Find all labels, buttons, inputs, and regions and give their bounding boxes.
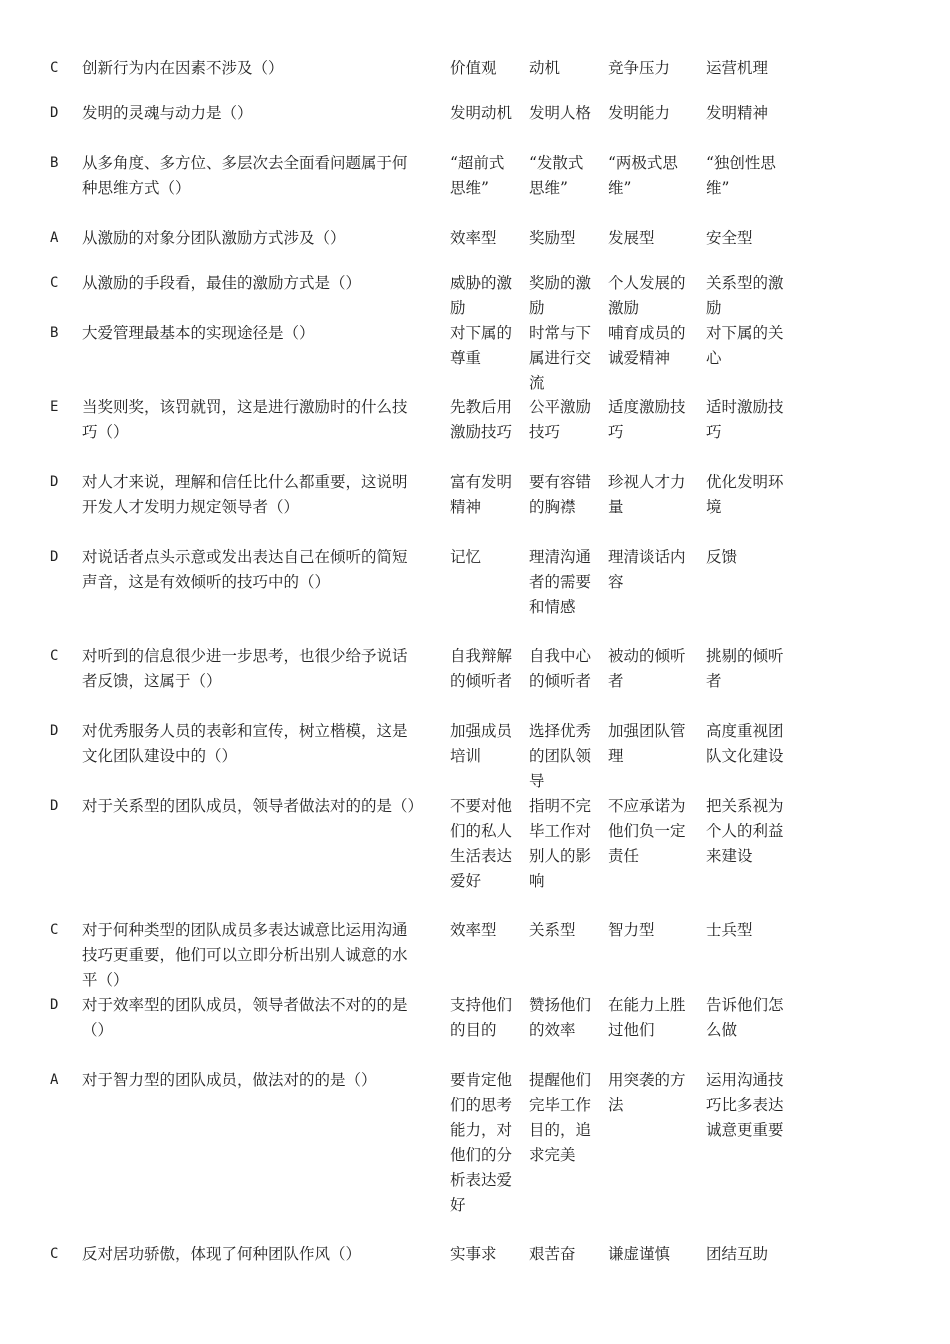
option-3: 智力型: [608, 921, 655, 939]
option-3: 加强团队管理: [608, 722, 686, 765]
option-3: “两极式思维”: [608, 154, 678, 197]
option-2: 赞扬他们的效率: [529, 996, 592, 1039]
option-3: 谦虚谨慎: [608, 1245, 671, 1263]
answer-letter: D: [50, 474, 59, 490]
answer-letter: C: [50, 60, 59, 76]
question-text: 对于效率型的团队成员，领导者做法不对的的是（）: [82, 996, 408, 1039]
question-text: 大爱管理最基本的实现途径是（）: [82, 324, 315, 342]
answer-letter: D: [50, 105, 59, 121]
question-text: 对于何种类型的团队成员多表达诚意比运用沟通技巧更重要，他们可以立即分析出别人诚意的水平（）: [82, 921, 408, 989]
option-2: 奖励的激励: [529, 274, 592, 317]
question-text: 反对居功骄傲，体现了何种团队作风（）: [82, 1245, 362, 1263]
question-text: 对于关系型的团队成员，领导者做法对的的是（）: [82, 797, 424, 815]
option-2: 理清沟通者的需要和情感: [529, 548, 592, 616]
option-3: 被动的倾听者: [608, 647, 686, 690]
answer-letter: A: [50, 1072, 59, 1088]
option-4: 安全型: [706, 229, 753, 247]
option-2: “发散式思维”: [529, 154, 584, 197]
answer-letter: C: [50, 648, 59, 664]
option-3: 适度激励技巧: [608, 398, 686, 441]
question-text: 发明的灵魂与动力是（）: [82, 104, 253, 122]
option-2: 选择优秀的团队领导: [529, 722, 592, 790]
option-2: 提醒他们完毕工作目的，追求完美: [529, 1071, 592, 1164]
question-text: 对优秀服务人员的表彰和宣传，树立楷模，这是文化团队建设中的（）: [82, 722, 408, 765]
option-3: 发展型: [608, 229, 655, 247]
option-4: “独创性思维”: [706, 154, 776, 197]
option-4: 对下属的关心: [706, 324, 784, 367]
option-1: 实事求: [450, 1245, 497, 1263]
option-4: 团结互助: [706, 1245, 769, 1263]
question-text: 从多角度、多方位、多层次去全面看问题属于何种思维方式（）: [82, 154, 408, 197]
option-4: 士兵型: [706, 921, 753, 939]
option-1: 威胁的激励: [450, 274, 513, 317]
option-1: 价值观: [450, 59, 497, 77]
option-2: 关系型: [529, 921, 576, 939]
option-2: 自我中心的倾听者: [529, 647, 592, 690]
option-1: 富有发明精神: [450, 473, 513, 516]
option-2: 指明不完毕工作对别人的影响: [529, 797, 592, 890]
question-text: 对人才来说，理解和信任比什么都重要，这说明开发人才发明力规定领导者（）: [82, 473, 408, 516]
answer-letter: A: [50, 230, 59, 246]
option-3: 哺育成员的诚爱精神: [608, 324, 686, 367]
option-1: “超前式思维”: [450, 154, 505, 197]
option-3: 不应承诺为他们负一定责任: [608, 797, 686, 865]
option-4: 把关系视为个人的利益来建设: [706, 797, 784, 865]
option-1: 效率型: [450, 229, 497, 247]
option-3: 发明能力: [608, 104, 671, 122]
answer-letter: C: [50, 1246, 59, 1262]
option-2: 公平激励技巧: [529, 398, 592, 441]
option-1: 不要对他们的私人生活表达爱好: [450, 797, 513, 890]
option-2: 发明人格: [529, 104, 592, 122]
answer-letter: E: [50, 399, 59, 415]
option-2: 要有容错的胸襟: [529, 473, 592, 516]
option-3: 理清谈话内容: [608, 548, 686, 591]
answer-letter: C: [50, 275, 59, 291]
option-2: 时常与下属进行交流: [529, 324, 592, 392]
option-1: 记忆: [450, 548, 482, 566]
answer-letter: D: [50, 549, 59, 565]
option-4: 运营机理: [706, 59, 769, 77]
option-1: 先教后用激励技巧: [450, 398, 513, 441]
question-text: 创新行为内在因素不涉及（）: [82, 59, 284, 77]
option-1: 自我辩解的倾听者: [450, 647, 513, 690]
option-3: 在能力上胜过他们: [608, 996, 686, 1039]
option-1: 加强成员培训: [450, 722, 513, 765]
option-4: 高度重视团队文化建设: [706, 722, 784, 765]
answer-letter: B: [50, 325, 59, 341]
question-text: 对于智力型的团队成员，做法对的的是（）: [82, 1071, 377, 1089]
answer-letter: B: [50, 155, 59, 171]
option-2: 奖励型: [529, 229, 576, 247]
question-text: 当奖则奖，该罚就罚，这是进行激励时的什么技巧（）: [82, 398, 408, 441]
option-1: 对下属的尊重: [450, 324, 513, 367]
option-2: 动机: [529, 59, 561, 77]
question-text: 对说话者点头示意或发出表达自己在倾听的简短声音，这是有效倾听的技巧中的（）: [82, 548, 408, 591]
answer-letter: D: [50, 723, 59, 739]
option-4: 优化发明环境: [706, 473, 784, 516]
option-4: 发明精神: [706, 104, 769, 122]
answer-letter: C: [50, 922, 59, 938]
option-1: 效率型: [450, 921, 497, 939]
option-3: 个人发展的激励: [608, 274, 686, 317]
question-text: 从激励的手段看，最佳的激励方式是（）: [82, 274, 362, 292]
answer-letter: D: [50, 997, 59, 1013]
option-3: 珍视人才力量: [608, 473, 686, 516]
option-4: 适时激励技巧: [706, 398, 784, 441]
option-3: 用突袭的方法: [608, 1071, 686, 1114]
option-3: 竞争压力: [608, 59, 671, 77]
answer-letter: D: [50, 798, 59, 814]
option-4: 反馈: [706, 548, 738, 566]
option-2: 艰苦奋: [529, 1245, 576, 1263]
option-4: 挑剔的倾听者: [706, 647, 784, 690]
question-text: 从激励的对象分团队激励方式涉及（）: [82, 229, 346, 247]
option-1: 要肯定他们的思考能力，对他们的分析表达爱好: [450, 1071, 513, 1214]
option-4: 运用沟通技巧比多表达诚意更重要: [706, 1071, 784, 1139]
option-4: 关系型的激励: [706, 274, 784, 317]
option-4: 告诉他们怎么做: [706, 996, 784, 1039]
option-1: 发明动机: [450, 104, 513, 122]
option-1: 支持他们的目的: [450, 996, 513, 1039]
question-text: 对听到的信息很少进一步思考，也很少给予说话者反馈，这属于（）: [82, 647, 408, 690]
